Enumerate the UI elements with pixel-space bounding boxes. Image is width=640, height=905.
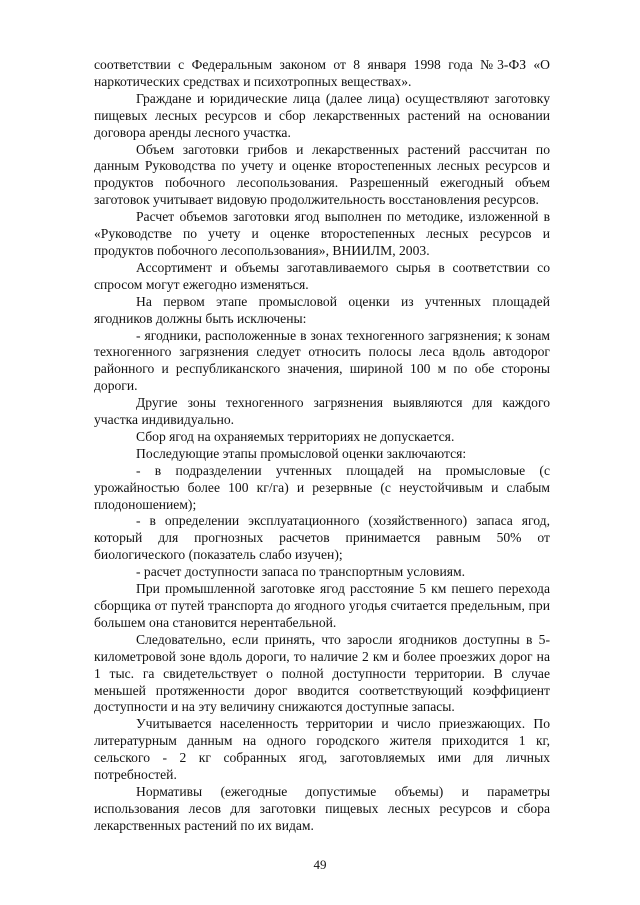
paragraph: Нормативы (ежегодные допустимые объемы) и параметры использования лесов для заготовки пищевых лесных ресурсов и сбора лекарственных растений по их видам. <box>94 783 550 833</box>
paragraph: Другие зоны техногенного загрязнения выявляются для каждого участка индивидуально. <box>94 395 550 428</box>
paragraph: Последующие этапы промысловой оценки заключаются: <box>136 445 467 461</box>
paragraph: - ягодники, расположенные в зонах техногенного загрязнения; к зонам техногенного загрязнения следует относить полосы леса вдоль автодорог районного и республиканского значения, шириной 100 м по обе стороны дороги. <box>94 327 550 394</box>
paragraph: Ассортимент и объемы заготавливаемого сырья в соответствии со спросом могут ежегодно изменяться. <box>94 259 550 292</box>
paragraph: При промышленной заготовке ягод расстояние 5 км пешего перехода сборщика от путей транспорта до ягодного угодья считается предельным, при большем она становится нерентабельной. <box>94 581 550 630</box>
paragraph: - в определении эксплуатационного (хозяйственного) запаса ягод, который для прогнозных расчетов принимается равным 50% от биологического (показатель слабо изучен); <box>94 513 550 563</box>
body-text <box>94 57 550 835</box>
paragraph: Следовательно, если принять, что заросли ягодников доступны в 5-километровой зоне вдоль дороги, то наличие 2 км и более проезжих дорог на 1 тыс. га свидетельствует о полной доступности территории. В случае меньшей протяженности дорог вводится соответствующий коэффициент доступности и на эту величину снижаются доступные запасы. <box>94 631 550 715</box>
paragraph: На первом этапе промысловой оценки из учтенных площадей ягодников должны быть исключены: <box>94 293 550 326</box>
paragraph: - в подразделении учтенных площадей на промысловые (с урожайностью более 100 кг/га) и резервные (с неустойчивым и слабым плодоношением); <box>94 462 550 512</box>
paragraph: Учитывается населенность территории и число приезжающих. По литературным данным на одного городского жителя приходится 1 кг, сельского - 2 кг собранных ягод, заготовляемых ими для личных потребностей. <box>94 716 550 783</box>
paragraph: Расчет объемов заготовки ягод выполнен по методике, изложенной в «Руководстве по учету и оценке второстепенных лесных ресурсов и продуктов побочного лесопользования», ВНИИЛМ, 2003. <box>94 209 550 258</box>
paragraph: Объем заготовки грибов и лекарственных растений рассчитан по данным Руководства по учету и оценке второстепенных лесных ресурсов и продуктов побочного лесопользования. Разрешенный ежегодный объем заготовок учитывает видовую продолжительность восстановления ресурсов. <box>94 141 550 208</box>
paragraph: Граждане и юридические лица (далее лица) осуществляют заготовку пищевых лесных ресурсов и сбор лекарственных растений на основании договора аренды лесного участка. <box>94 90 550 140</box>
paragraph: Сбор ягод на охраняемых территориях не допускается. <box>136 428 455 444</box>
page-number: 49 <box>313 857 327 872</box>
paragraph: - расчет доступности запаса по транспортным условиям. <box>136 564 465 580</box>
paragraph: соответствии с Федеральным законом от 8 января 1998 года №3-ФЗ «О наркотических средствах и психотропных веществах». <box>94 57 550 89</box>
